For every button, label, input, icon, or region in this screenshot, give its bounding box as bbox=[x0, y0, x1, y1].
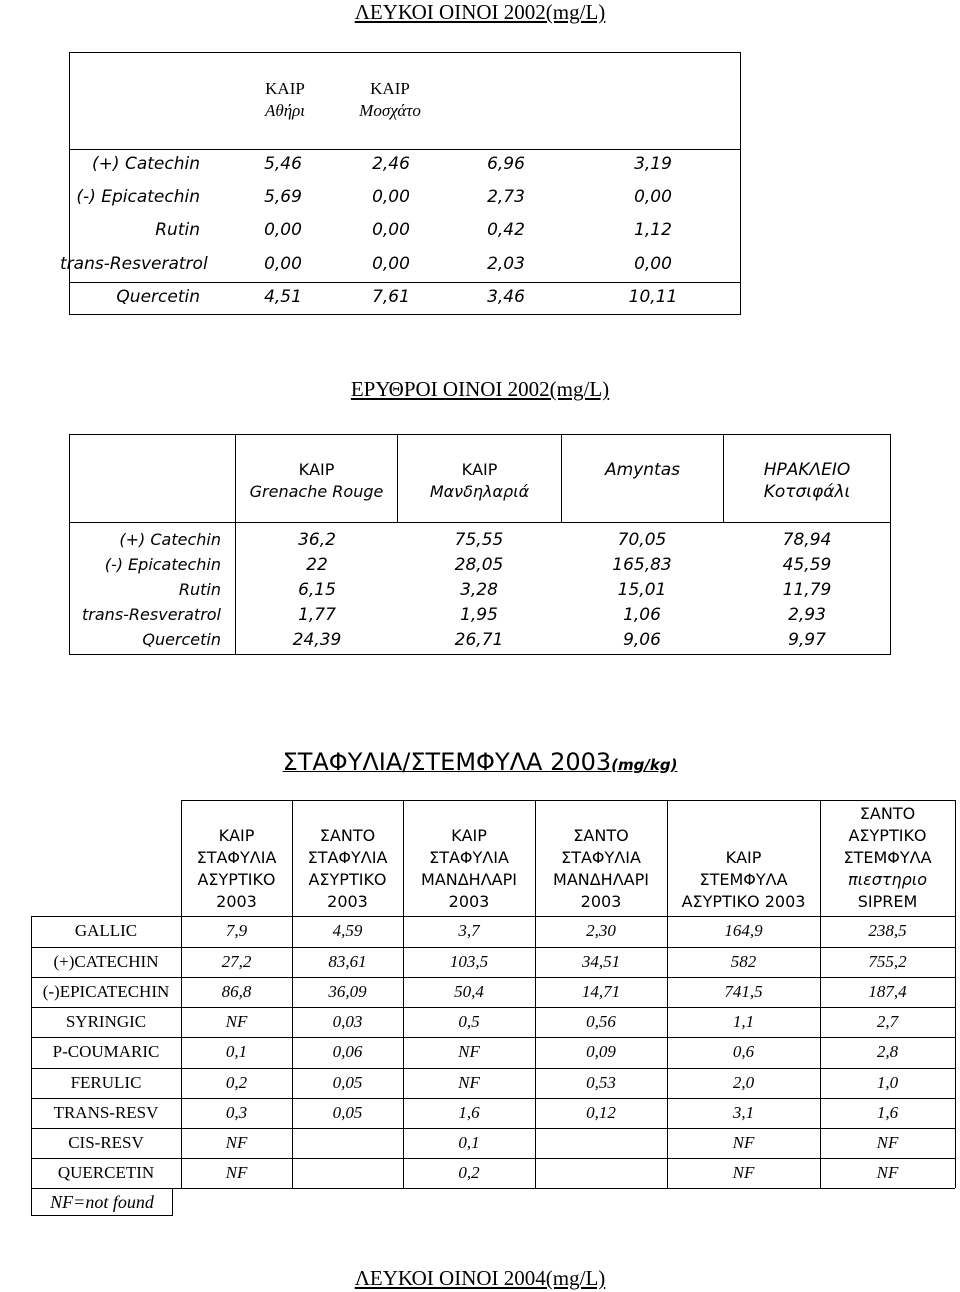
table-divider bbox=[31, 1068, 955, 1069]
table-cell: 238,5 bbox=[868, 921, 907, 940]
row-label: (+) Catechin bbox=[119, 530, 221, 549]
table-cell: 11,79 bbox=[782, 580, 832, 600]
table-divider bbox=[31, 1128, 955, 1129]
table-cell: 0,1 bbox=[225, 1042, 248, 1061]
table-cell: NF bbox=[732, 1133, 755, 1152]
table-cell: 0,00 bbox=[264, 254, 302, 274]
table-divider bbox=[31, 1098, 955, 1099]
table-cell: 187,4 bbox=[868, 982, 907, 1001]
table-divider bbox=[31, 977, 955, 978]
table-cell: 3,28 bbox=[460, 580, 498, 600]
row-label: Quercetin bbox=[116, 287, 200, 307]
table-cell: 0,3 bbox=[225, 1103, 248, 1122]
table-cell: 165,83 bbox=[612, 555, 672, 575]
table-cell: 0,05 bbox=[332, 1073, 363, 1092]
table-cell: 0,12 bbox=[586, 1103, 616, 1122]
table-cell: 7,9 bbox=[225, 921, 248, 940]
table-divider bbox=[69, 282, 741, 283]
table-cell: 1,95 bbox=[460, 605, 498, 625]
table-cell: 1,6 bbox=[458, 1103, 480, 1122]
table-cell: 103,5 bbox=[449, 952, 489, 971]
column-header-line: ΣΤΕΜΦΥΛΑ bbox=[699, 870, 788, 889]
table-cell: 1,12 bbox=[634, 220, 672, 240]
column-header-line: ΣΤΑΦΥΛΙΑ bbox=[429, 848, 509, 867]
column-header-line: ΣΤΑΦΥΛΙΑ bbox=[307, 848, 388, 867]
row-label: (+)CATECHIN bbox=[53, 952, 159, 971]
table-cell: 2,7 bbox=[876, 1012, 899, 1031]
table-cell: 0,00 bbox=[264, 220, 302, 240]
row-label: Rutin bbox=[178, 580, 221, 599]
section-title-white-wines-2002: ΛΕΥΚΟΙ ΟΙΝΟΙ 2002(mg/L) bbox=[354, 0, 606, 24]
column-header-line: 2003 bbox=[580, 892, 622, 911]
column-header-line: ΜΑΝΔΗΛΑΡΙ bbox=[421, 870, 517, 889]
table-cell: 3,1 bbox=[732, 1103, 755, 1122]
column-header: ΚΑΙΡ Grenache Rouge bbox=[249, 460, 384, 501]
table-cell: NF bbox=[876, 1163, 899, 1182]
column-header bbox=[820, 803, 955, 913]
table-cell: 5,69 bbox=[264, 187, 302, 207]
row-label: Quercetin bbox=[142, 630, 221, 649]
row-label: trans-Resveratrol bbox=[60, 254, 208, 274]
table-cell: 4,51 bbox=[264, 287, 302, 307]
table-divider bbox=[31, 947, 955, 948]
table-cell: 45,59 bbox=[782, 555, 832, 575]
table-cell: 9,97 bbox=[788, 630, 826, 650]
table-cell: 755,2 bbox=[868, 952, 907, 971]
table-cell: 164,9 bbox=[724, 921, 763, 940]
row-label: SYRINGIC bbox=[65, 1012, 147, 1031]
table-cell: 24,39 bbox=[292, 630, 342, 650]
column-header-line: 2003 bbox=[448, 892, 490, 911]
table-cell: NF bbox=[458, 1073, 480, 1092]
table-cell: 1,77 bbox=[298, 605, 336, 625]
row-label: FERULIC bbox=[70, 1073, 142, 1092]
table-cell: 3,46 bbox=[487, 287, 525, 307]
table-cell: 86,8 bbox=[221, 982, 252, 1001]
table-divider bbox=[31, 916, 955, 917]
table-divider bbox=[31, 1007, 955, 1008]
column-header: ΚΑΙΡ Αθήρι bbox=[264, 79, 306, 120]
column-header: Amyntas bbox=[605, 460, 680, 480]
column-header bbox=[535, 825, 667, 913]
table-cell: 28,05 bbox=[454, 555, 504, 575]
table-cell: 6,96 bbox=[487, 154, 525, 174]
column-header-line: πιεστηριο bbox=[848, 870, 927, 889]
column-header-line: SIPREM bbox=[857, 892, 918, 911]
row-label: (+) Catechin bbox=[92, 154, 200, 174]
column-header-line: ΚΑΙΡ bbox=[451, 826, 487, 845]
table-divider bbox=[69, 149, 741, 150]
table-cell: 0,00 bbox=[372, 187, 410, 207]
table-cell: 26,71 bbox=[454, 630, 504, 650]
row-label: (-) Epicatechin bbox=[76, 187, 200, 207]
table-cell: 14,71 bbox=[581, 982, 621, 1001]
table-cell: 27,2 bbox=[221, 952, 252, 971]
table-cell: 0,00 bbox=[372, 254, 410, 274]
table-cell: 3,7 bbox=[458, 921, 480, 940]
table-cell: 75,55 bbox=[454, 530, 504, 550]
table-cell: 0,56 bbox=[586, 1012, 616, 1031]
column-header-line: ΣΤΕΜΦΥΛΑ bbox=[843, 848, 932, 867]
table-cell: 1,6 bbox=[876, 1103, 899, 1122]
table-cell: 0,2 bbox=[458, 1163, 480, 1182]
table-cell: 582 bbox=[730, 952, 757, 971]
column-header bbox=[292, 825, 403, 913]
table-cell: NF bbox=[732, 1163, 755, 1182]
table-cell: NF bbox=[458, 1042, 480, 1061]
table-cell: 15,01 bbox=[617, 580, 667, 600]
column-header-line: ΣΤΑΦΥΛΙΑ bbox=[561, 848, 641, 867]
table-cell: 2,30 bbox=[586, 921, 616, 940]
column-header-line: 2003 bbox=[216, 892, 257, 911]
section-title-white-wines-2004: ΛΕΥΚΟΙ ΟΙΝΟΙ 2004(mg/L) bbox=[354, 1266, 606, 1290]
column-header-line: ΑΣΥΡΤΙΚΟ bbox=[197, 870, 276, 889]
table-cell: 0,00 bbox=[372, 220, 410, 240]
table-cell: 6,15 bbox=[298, 580, 336, 600]
column-header bbox=[181, 825, 292, 913]
table-cell: NF bbox=[225, 1163, 248, 1182]
table-cell: 1,06 bbox=[623, 605, 661, 625]
table-divider bbox=[69, 522, 891, 523]
column-header bbox=[403, 825, 535, 913]
table-cell: 0,42 bbox=[487, 220, 525, 240]
table-cell: 7,61 bbox=[372, 287, 410, 307]
column-header: ΚΑΙΡ Μανδηλαριά bbox=[429, 460, 530, 501]
table-cell: 0,6 bbox=[732, 1042, 755, 1061]
table-cell: 1,1 bbox=[732, 1012, 755, 1031]
row-label: P-COUMARIC bbox=[52, 1042, 160, 1061]
column-header-line: ΣΑΝΤΟ bbox=[319, 826, 376, 845]
table-cell: 5,46 bbox=[264, 154, 302, 174]
row-label: GALLIC bbox=[74, 921, 138, 940]
column-divider bbox=[955, 916, 956, 1188]
table-cell: 0,06 bbox=[332, 1042, 363, 1061]
row-label: TRANS-RESV bbox=[53, 1103, 159, 1122]
section-title-grapes-pomace-2003 bbox=[0, 748, 960, 776]
table-cell: 2,93 bbox=[788, 605, 826, 625]
table-cell: 78,94 bbox=[782, 530, 832, 550]
table-cell: 2,0 bbox=[732, 1073, 755, 1092]
table-cell: 2,73 bbox=[487, 187, 525, 207]
table-cell: 0,2 bbox=[225, 1073, 248, 1092]
column-header-line: ΑΣΥΡΤΙΚΟ bbox=[308, 870, 387, 889]
table-cell: 22 bbox=[306, 555, 328, 575]
table-cell: 10,11 bbox=[628, 287, 678, 307]
table-cell: 2,03 bbox=[487, 254, 525, 274]
table-cell: 4,59 bbox=[332, 921, 363, 940]
table-cell: 3,19 bbox=[634, 154, 672, 174]
column-header: ΗΡΑΚΛΕΙΟ Κοτσιφάλι bbox=[763, 460, 851, 502]
column-header-line: ΚΑΙΡ bbox=[725, 848, 762, 867]
row-label: (-) Epicatechin bbox=[104, 555, 221, 574]
column-header-line: ΣΤΑΦΥΛΙΑ bbox=[196, 848, 277, 867]
table-cell: 36,09 bbox=[328, 982, 367, 1001]
table-divider bbox=[181, 800, 955, 801]
table-cell: 34,51 bbox=[581, 952, 621, 971]
table-cell: 2,8 bbox=[876, 1042, 899, 1061]
table-cell: 2,46 bbox=[372, 154, 410, 174]
title-unit: (mg/kg) bbox=[611, 756, 678, 774]
column-header bbox=[667, 847, 820, 913]
column-header-line: ΑΣΥΡΤΙΚΟ 2003 bbox=[681, 892, 806, 911]
table-cell: 1,0 bbox=[876, 1073, 899, 1092]
column-divider bbox=[955, 800, 956, 916]
column-header: ΚΑΙΡ Μοσχάτο bbox=[359, 79, 421, 120]
column-header-line: ΚΑΙΡ bbox=[218, 826, 255, 845]
table-divider bbox=[31, 1037, 955, 1038]
table-cell: 0,03 bbox=[332, 1012, 363, 1031]
table-cell: 0,05 bbox=[332, 1103, 363, 1122]
table-cell: 36,2 bbox=[298, 530, 336, 550]
row-label: QUERCETIN bbox=[57, 1163, 155, 1182]
table-cell: 50,4 bbox=[454, 982, 484, 1001]
table-cell: 0,5 bbox=[458, 1012, 480, 1031]
column-header-line: ΑΣΥΡΤΙΚΟ bbox=[848, 826, 927, 845]
table-cell: 0,53 bbox=[586, 1073, 616, 1092]
table-cell: 9,06 bbox=[623, 630, 661, 650]
table-cell: 0,00 bbox=[634, 254, 672, 274]
row-label: Rutin bbox=[155, 220, 200, 240]
table-cell: NF bbox=[876, 1133, 899, 1152]
row-label: trans-Resveratrol bbox=[82, 605, 221, 624]
table-cell: 0,00 bbox=[634, 187, 672, 207]
table-cell: 83,61 bbox=[328, 952, 367, 971]
column-header-line: 2003 bbox=[327, 892, 368, 911]
column-header-line: ΣΑΝΤΟ bbox=[573, 826, 629, 845]
footnote: NF=not found bbox=[50, 1192, 154, 1212]
row-label: (-)EPICATECHIN bbox=[42, 982, 170, 1001]
title-main: ΣΤΑΦΥΛΙΑ/ΣΤΕΜΦΥΛΑ 2003 bbox=[282, 748, 612, 776]
table-cell: 70,05 bbox=[617, 530, 667, 550]
table-cell: NF bbox=[225, 1012, 248, 1031]
table-cell: 741,5 bbox=[724, 982, 763, 1001]
table-cell: 0,1 bbox=[458, 1133, 480, 1152]
table-divider bbox=[31, 1158, 955, 1159]
column-header-line: ΜΑΝΔΗΛΑΡΙ bbox=[553, 870, 649, 889]
column-header-line: ΣΑΝΤΟ bbox=[859, 804, 916, 823]
row-label: CIS-RESV bbox=[68, 1133, 144, 1152]
table-cell: 0,09 bbox=[586, 1042, 616, 1061]
table-cell: NF bbox=[225, 1133, 248, 1152]
section-title-red-wines-2002: ΕΡΥΘΡΟΙ ΟΙΝΟΙ 2002(mg/L) bbox=[350, 377, 610, 401]
